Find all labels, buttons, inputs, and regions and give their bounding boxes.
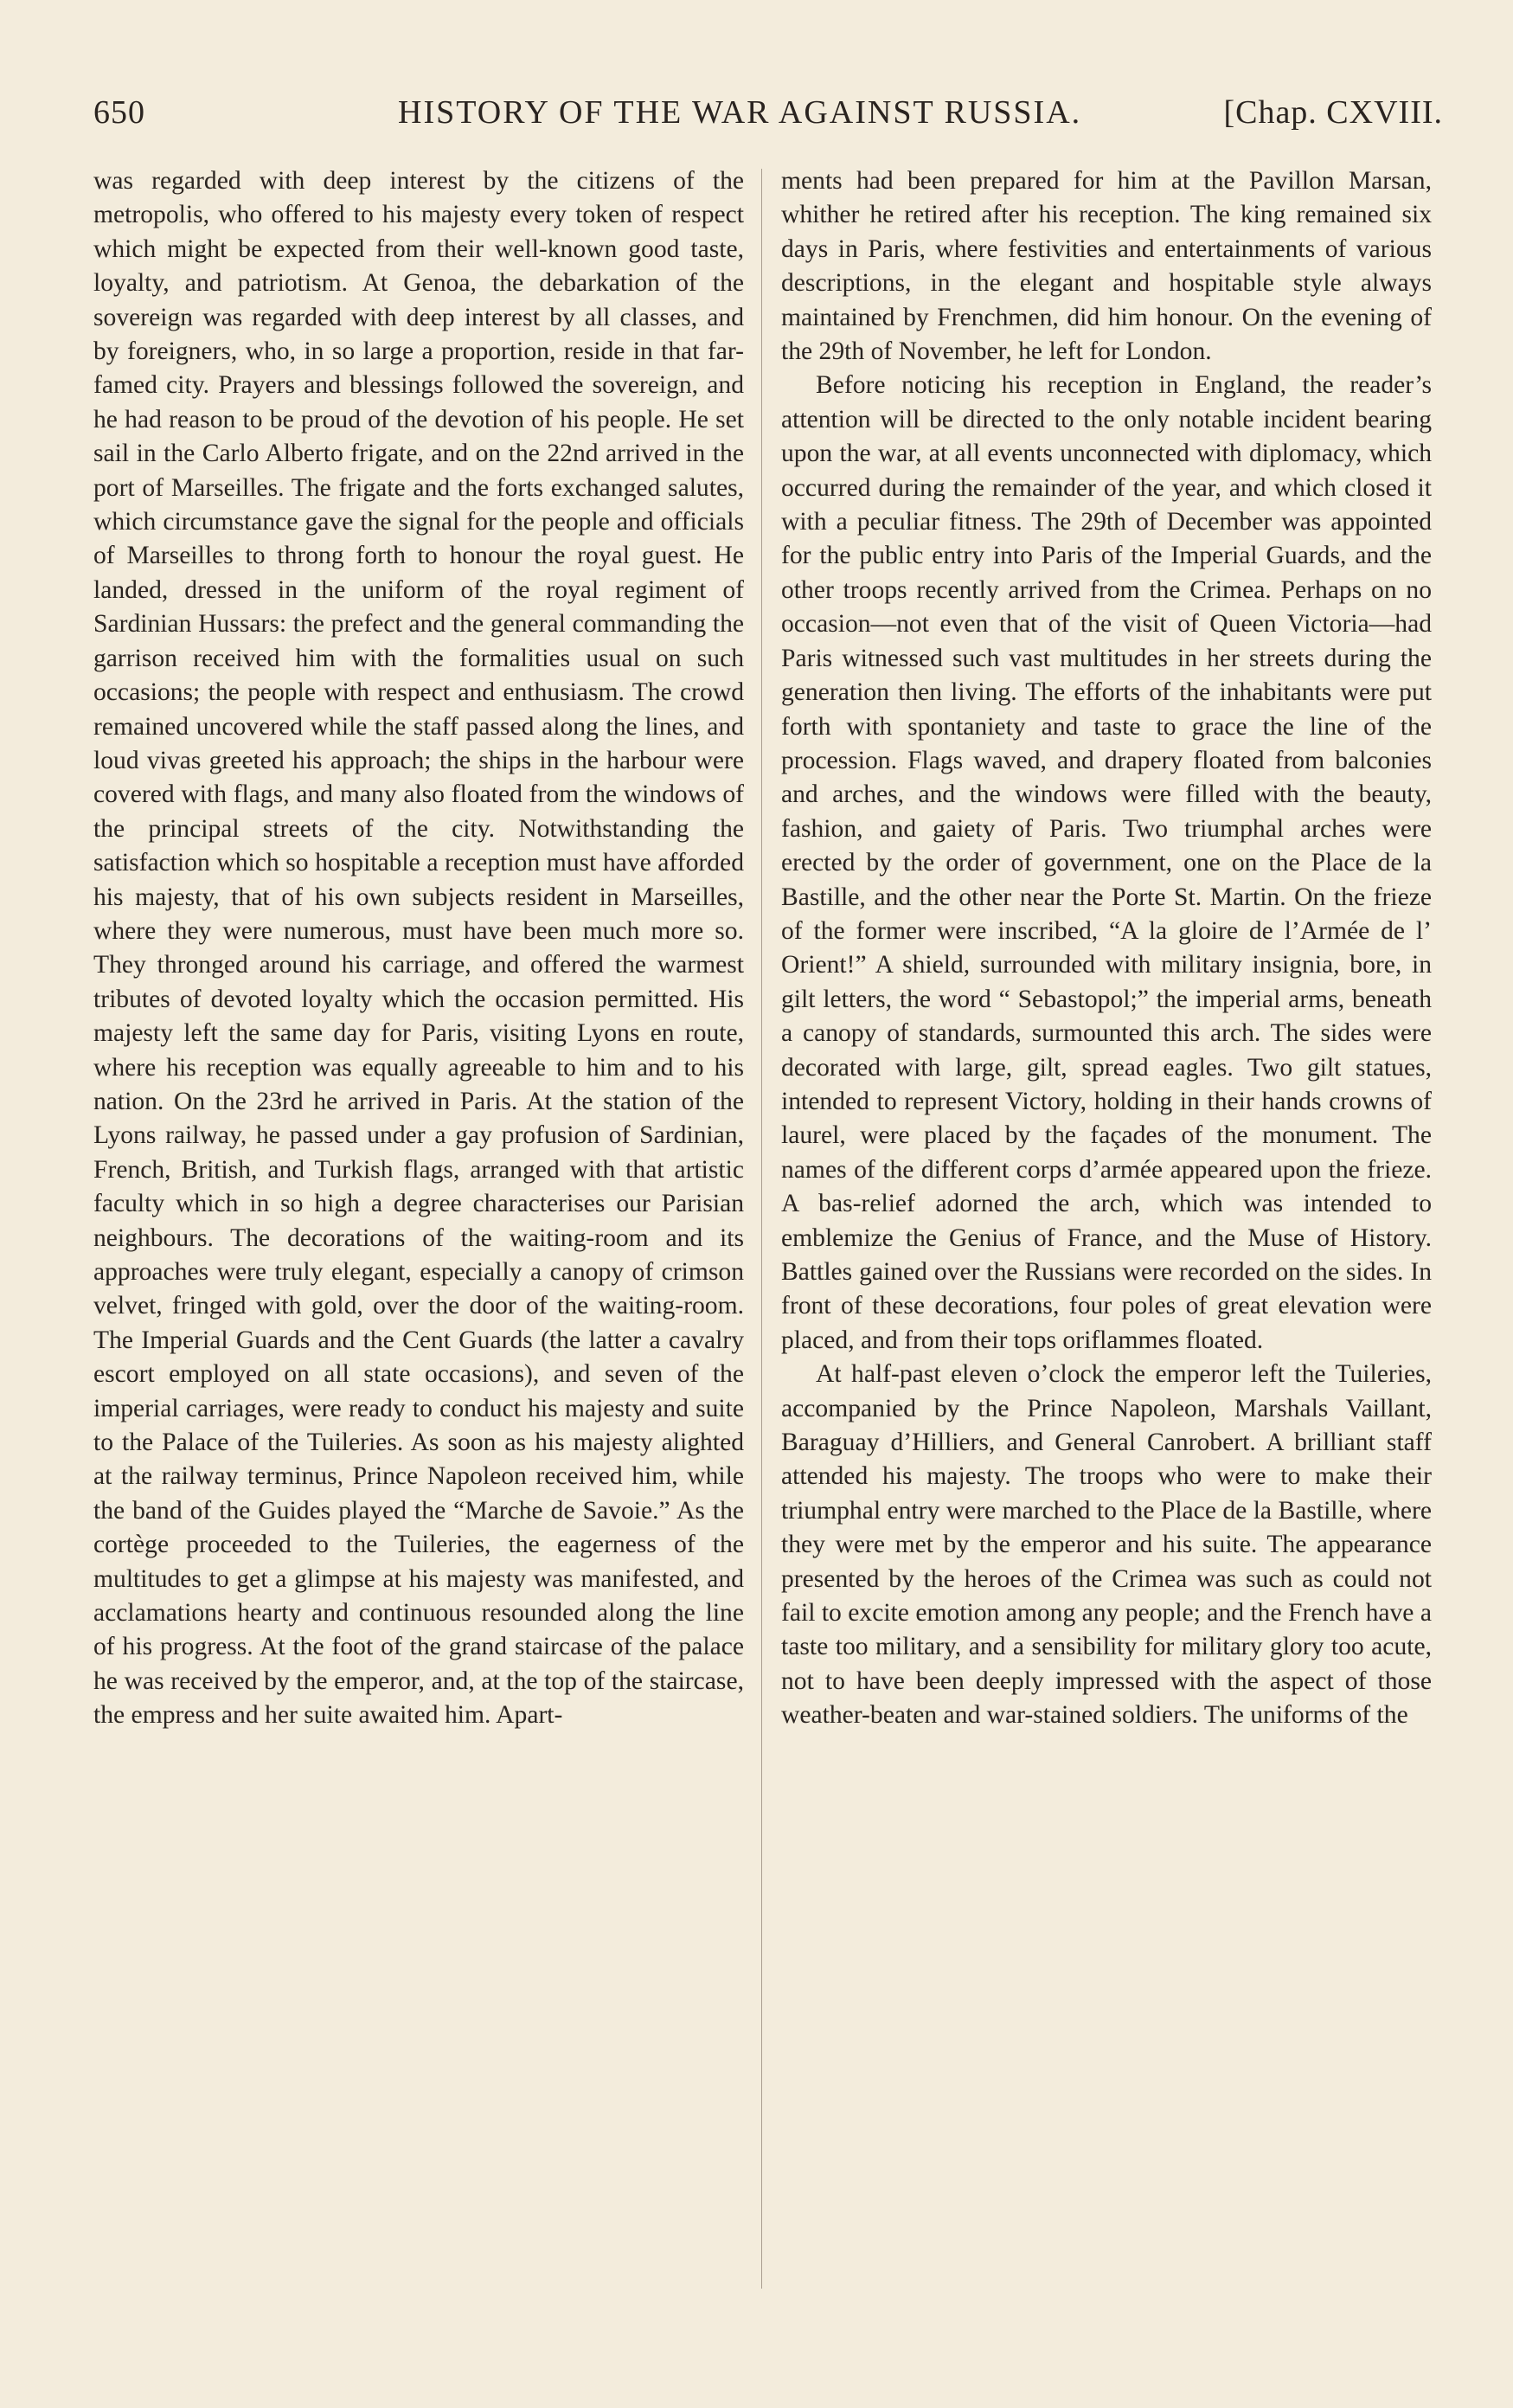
- page-number: 650: [93, 94, 145, 131]
- column-divider: [761, 169, 762, 2289]
- paragraph: ments had been prepared for him at the Pavillon Marsan, whither he retired after his reception. The king remained six days in Paris, where festivities and entertainments of various descriptions, in the elegant and hospitable style always maintained by Frenchmen, did him honour. On the evening of the 29th of November, he left for London.: [781, 167, 1432, 366]
- chapter-label: [Chap. CXVIII.: [1223, 94, 1443, 131]
- paragraph: was regarded with deep interest by the citizens of the metropolis, who offered to his majesty every token of respect which might be expected from their well-known good taste, loyalty, and patriotism. At Genoa, the debarkation of the sovereign was regarded with deep interest by all classes, and by foreigners, who, in so large a proportion, reside in that far-famed city. Prayers and blessings followed the sovereign, and he had reason to be proud of the devotion of his people. He set sail in the Carlo Alberto frigate, and on the 22nd arrived in the port of Marseilles. The frigate and the forts exchanged salutes, which circumstance gave the signal for the people and officials of Marseilles to throng forth to honour the royal guest. He landed, dressed in the uniform of the royal regiment of Sardinian Hussars: the prefect and the general commanding the garrison received him with the formalities usual on such occasions; the people with respect and enthusiasm. The crowd remained uncovered while the staff passed along the lines, and loud vivas greeted his approach; the ships in the harbour were covered with flags, and many also floated from the windows of the principal streets of the city. Notwithstanding the satisfaction which so hospitable a reception must have afforded his majesty, that of his own subjects resident in Marseilles, where they were numerous, must have been much more so. They thronged around his carriage, and offered the warmest tributes of devoted loyalty which the occasion permitted. His majesty left the same day for Paris, visiting Lyons en route, where his reception was equally agreeable to him and to his nation. On the 23rd he arrived in Paris. At the station of the Lyons railway, he passed under a gay profusion of Sardinian, French, British, and Turkish flags, arranged with that artistic faculty which in so high a degree characterises our Parisian neighbours. The decorations of the waiting-room and its approaches were truly elegant, especially a canopy of crimson velvet, fringed with gold, over the door of the waiting-room. The Imperial Guards and the Cent Guards (the latter a cavalry escort employed on all state occasions), and seven of the imperial carriages, were ready to conduct his majesty and suite to the Palace of the Tuileries. As soon as his majesty alighted at the railway terminus, Prince Napoleon received him, while the band of the Guides played the “Marche de Savoie.” As the cortège proceeded to the Tuileries, the eagerness of the multitudes to get a glimpse at his majesty was manifested, and acclamations hearty and continuous resounded along the line of his progress. At the foot of the grand staircase of the palace he was received by the emperor, and, at the top of the staircase, the empress and her suite awaited him. Apart-: [93, 167, 744, 1730]
- paragraph: Before noticing his reception in England, the reader’s attention will be directed to the only notable incident bearing upon the war, at all events unconnected with diplomacy, which occurred during the remainder of the year, and which closed it with a peculiar fitness. The 29th of December was appointed for the public entry into Paris of the Imperial Guards, and the other troops recently arrived from the Crimea. Perhaps on no occasion—not even that of the visit of Queen Victoria—had Paris witnessed such vast multitudes in her streets during the generation then living. The efforts of the inhabitants were put forth with spontaniety and taste to grace the line of the procession. Flags waved, and drapery floated from balconies and arches, and the windows were filled with the beauty, fashion, and gaiety of Paris. Two triumphal arches were erected by the order of government, one on the Place de la Bastille, and the other near the Porte St. Martin. On the frieze of the former were inscribed, “A la gloire de l’Armée de l’ Orient!” A shield, surrounded with military insignia, bore, in gilt letters, the word “ Sebastopol;” the imperial arms, beneath a canopy of standards, surmounted this arch. The sides were decorated with large, gilt, spread eagles. Two gilt statues, intended to represent Victory, holding in their hands crowns of laurel, were placed by the façades of the monument. The names of the different corps d’armée appeared upon the frieze. A bas-relief adorned the arch, which was intended to emblemize the Genius of France, and the Muse of History. Battles gained over the Russians were recorded on the sides. In front of these decorations, four poles of great elevation were placed, and from their tops oriflammes floated.: [781, 371, 1432, 1354]
- left-column: [93, 164, 744, 1733]
- right-column: [781, 164, 1432, 1733]
- running-header: [93, 93, 1443, 145]
- paragraph: At half-past eleven o’clock the emperor left the Tuileries, accompanied by the Prince Napoleon, Marshals Vaillant, Baraguay d’Hilliers, and General Canrobert. A brilliant staff attended his majesty. The troops who were to make their triumphal entry were marched to the Place de la Bastille, where they were met by the emperor and his suite. The appearance presented by the heroes of the Crimea was such as could not fail to excite emotion among any people; and the French have a taste too military, and a sensibility for military glory too acute, not to have been deeply impressed with the aspect of those weather-beaten and war-stained soldiers. The uniforms of the: [781, 1360, 1432, 1730]
- running-title: HISTORY OF THE WAR AGAINST RUSSIA.: [398, 94, 1082, 131]
